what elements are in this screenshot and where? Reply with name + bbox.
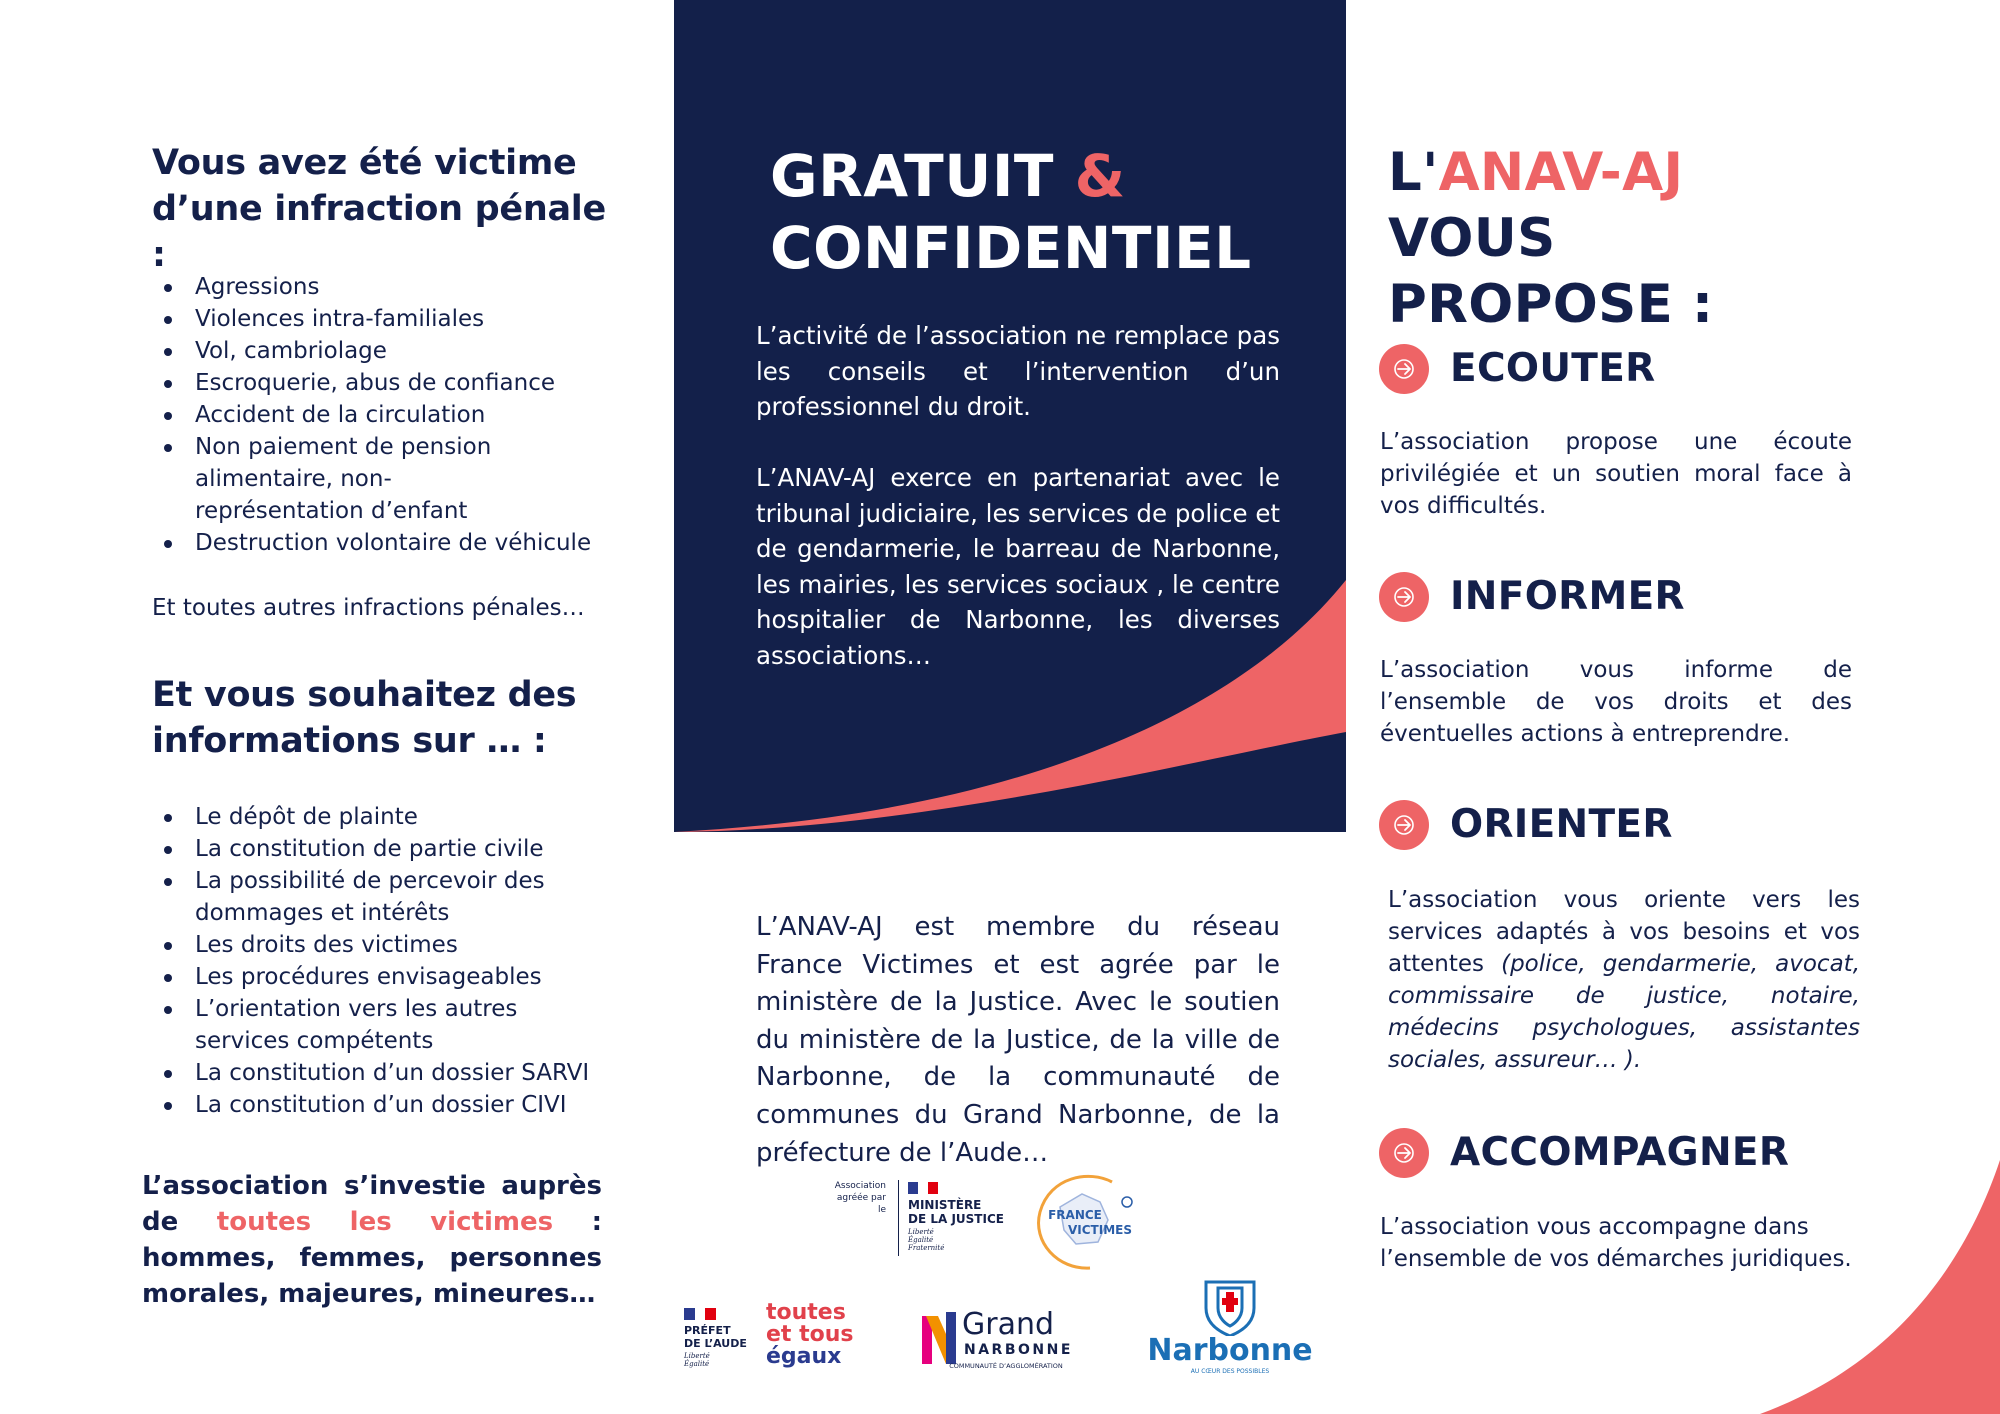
assoc-prefix: L’association s’investie auprès de <box>142 1171 602 1237</box>
fv-line2: VICTIMES <box>1068 1223 1132 1237</box>
right-title-line2: PROPOSE : <box>1388 274 1714 335</box>
n-letter-icon <box>920 1312 960 1364</box>
flag-icon <box>684 1308 716 1320</box>
list-item: La constitution d’un dossier SARVI <box>152 1057 622 1089</box>
toutes-et-tous-egaux-logo <box>766 1302 866 1374</box>
grand-narbonne-logo <box>920 1308 1090 1370</box>
list-item: Escroquerie, abus de confiance <box>152 367 622 399</box>
fv-line1: FRANCE <box>1048 1208 1102 1222</box>
devise-line1: Liberté <box>908 1228 934 1236</box>
ministere-devise <box>908 1228 944 1252</box>
list-item: Accident de la circulation <box>152 399 622 431</box>
list-item: Violences intra-familiales <box>152 303 622 335</box>
heading-informations-line2: informations sur … : <box>152 721 547 761</box>
toutes-line2: et tous <box>766 1322 854 1347</box>
arrow-right-icon <box>1391 815 1417 835</box>
prefet-line2: DE L’AUDE <box>684 1337 747 1350</box>
shield-icon <box>1204 1280 1256 1336</box>
assoc-highlight: toutes les victimes <box>216 1207 554 1237</box>
ministere-justice-logo <box>826 1178 1006 1258</box>
orienter-italic: (police, gendarmerie, avocat, commissaire de justice, notaire, médecins psychologues, assistantes sociales, assureur… ). <box>1388 951 1861 1073</box>
title-brand: ANAV-AJ <box>1438 142 1684 203</box>
heading-victime-line1: Vous avez été victime <box>152 143 577 183</box>
toutes-line1: toutes <box>766 1300 846 1325</box>
narbonne-agglo-word: NARBONNE <box>964 1342 1073 1358</box>
other-infractions: Et toutes autres infractions pénales… <box>152 595 585 621</box>
orienter-plain: L’association vous oriente vers les services adaptés à vos besoins et vos attentes <box>1388 887 1860 977</box>
prefet-name <box>684 1324 747 1350</box>
list-item: Non paiement de pension alimentaire, non-représentation d’enfant <box>152 431 552 527</box>
assoc-suffix: : hommes, femmes, personnes morales, majeures, mineures… <box>142 1207 602 1309</box>
right-title-line1 <box>1388 140 1868 272</box>
section-title-orienter: ORIENTER <box>1450 802 1673 847</box>
ministere-name <box>908 1198 1004 1226</box>
paragraph-activite: L’activité de l’association ne remplace pas les conseils et l’intervention d’un professionnel du droit. <box>756 321 1280 421</box>
section-title-ecouter: ECOUTER <box>1450 346 1656 391</box>
right-title <box>1388 140 1868 338</box>
arrow-icon <box>1379 1128 1429 1178</box>
ministere-line2: DE LA JUSTICE <box>908 1212 1004 1226</box>
arrow-icon <box>1379 800 1429 850</box>
corner-swoosh <box>1760 1160 2000 1414</box>
france-victimes-text <box>1030 1208 1140 1238</box>
section-title-accompagner: ACCOMPAGNER <box>1450 1130 1790 1175</box>
list-item: La constitution d’un dossier CIVI <box>152 1089 622 1121</box>
ministere-prefix <box>826 1180 886 1216</box>
section-text-orienter <box>1388 884 1860 1076</box>
arrow-right-icon <box>1391 359 1417 379</box>
title-confidentiel: CONFIDENTIEL <box>770 214 1252 282</box>
flag-icon <box>908 1182 938 1194</box>
narbonne-city-word: Narbonne <box>1147 1333 1313 1368</box>
paragraph-membre: L’ANAV-AJ est membre du réseau France Victimes et est agrée par le ministère de la Justice. Avec le soutien du ministère de la Justice, de la ville de Narbonne, de la communauté de communes du Grand Narbonne, de la préfecture de l’Aude… <box>756 912 1280 1168</box>
ville-narbonne-logo <box>1146 1280 1314 1376</box>
narbonne-tagline: AU CŒUR DES POSSIBLES <box>1190 1368 1270 1375</box>
arrow-icon <box>1379 344 1429 394</box>
ministere-prefix-line2: agréée par le <box>836 1193 886 1215</box>
association-statement <box>142 1168 602 1312</box>
title-line1 <box>770 140 1330 212</box>
heading-informations-line1: Et vous souhaitez des <box>152 675 577 715</box>
list-item: L’orientation vers les autres services compétents <box>152 993 612 1057</box>
divider <box>898 1180 899 1256</box>
accompagner-line1: L’association vous accompagne dans <box>1380 1214 1809 1240</box>
paragraph-partenariat: L’ANAV-AJ exerce en partenariat avec le tribunal judiciaire, les services de police et de gendarmerie, le barreau de Narbonne, les mairies, les services sociaux , le centre hospitalier de Narbonne, les diverses associations… <box>756 463 1280 670</box>
arrow-right-icon <box>1391 587 1417 607</box>
heading-victime-line2: d’une infraction pénale : <box>152 189 606 275</box>
list-item: Le dépôt de plainte <box>152 801 622 833</box>
heading-victime <box>152 140 622 278</box>
title-l: L' <box>1388 142 1439 203</box>
list-item: Agressions <box>152 271 622 303</box>
prefet-devise-line2: Égalité <box>684 1360 710 1368</box>
list-item: Les droits des victimes <box>152 929 622 961</box>
toutes-line3: égaux <box>766 1344 842 1369</box>
list-item: La constitution de partie civile <box>152 833 622 865</box>
title-vous: VOUS <box>1388 208 1556 269</box>
devise-line2: Égalité <box>908 1236 934 1244</box>
informations-list <box>152 801 622 1121</box>
agglo-subtitle: COMMUNAUTÉ D’AGGLOMÉRATION <box>949 1362 1063 1370</box>
prefet-devise-line1: Liberté <box>684 1352 710 1360</box>
prefet-aude-logo <box>684 1306 764 1370</box>
prefet-devise <box>684 1352 710 1368</box>
section-text-ecouter: L’association propose une écoute privilégiée et un soutien moral face à vos difficultés. <box>1380 429 1852 519</box>
arrow-right-icon <box>1391 1143 1417 1163</box>
infractions-list <box>152 271 622 559</box>
list-item: Vol, cambriolage <box>152 335 622 367</box>
title-gratuit: GRATUIT <box>770 142 1054 210</box>
section-text-informer: L’association vous informe de l’ensemble de vos droits et des éventuelles actions à entreprendre. <box>1380 657 1852 747</box>
section-title-informer: INFORMER <box>1450 574 1685 619</box>
devise-line3: Fraternité <box>908 1244 945 1252</box>
list-item: Destruction volontaire de véhicule <box>152 527 622 559</box>
ministere-prefix-line1: Association <box>834 1181 886 1191</box>
title-ampersand: & <box>1074 142 1126 210</box>
accompagner-line2: l’ensemble de vos démarches juridiques. <box>1380 1246 1852 1272</box>
arrow-icon <box>1379 572 1429 622</box>
list-item: La possibilité de percevoir des dommages et intérêts <box>152 865 552 929</box>
heading-informations <box>152 672 622 764</box>
grand-word: Grand <box>962 1307 1055 1342</box>
prefet-line1: PRÉFET <box>684 1324 731 1337</box>
list-item: Les procédures envisageables <box>152 961 622 993</box>
ministere-line1: MINISTÈRE <box>908 1198 982 1212</box>
title-gratuit-confidentiel <box>770 140 1330 284</box>
france-victimes-logo <box>1030 1172 1140 1272</box>
